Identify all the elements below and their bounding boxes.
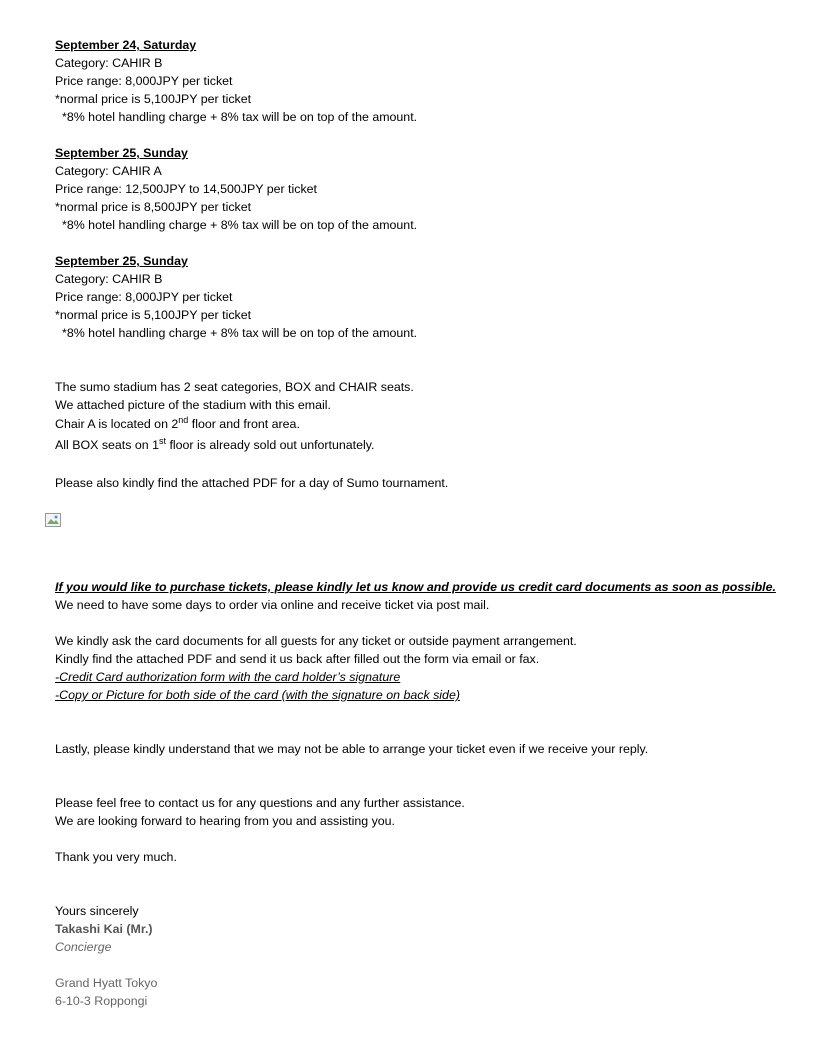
purchase-line: We kindly ask the card documents for all guests for any ticket or outside payment arrangement. bbox=[55, 634, 577, 648]
purchase-line: We need to have some days to order via online and receive ticket via post mail. bbox=[55, 598, 490, 612]
section-note: *8% hotel handling charge + 8% tax will be on top of the amount. bbox=[62, 218, 418, 232]
signature-block bbox=[55, 902, 795, 1010]
closing-line: Lastly, please kindly understand that we may not be able to arrange your ticket even if we receive your reply. bbox=[55, 742, 649, 756]
signer-title: Concierge bbox=[55, 940, 112, 954]
section-category: Category: CAHIR B bbox=[55, 56, 163, 70]
stadium-line: The sumo stadium has 2 seat categories, BOX and CHAIR seats. bbox=[55, 380, 414, 394]
salutation: Yours sincerely bbox=[55, 904, 139, 918]
stadium-line: Chair A is located on 2nd floor and front area. bbox=[55, 415, 300, 431]
email-body bbox=[55, 36, 795, 492]
section-date: September 25, Sunday bbox=[55, 146, 188, 160]
section-normal-price: *normal price is 5,100JPY per ticket bbox=[55, 92, 252, 106]
section-note: *8% hotel handling charge + 8% tax will be on top of the amount. bbox=[62, 110, 418, 124]
purchase-cta: If you would like to purchase tickets, please kindly let us know and provide us credit card documents as soon as possible. bbox=[55, 580, 776, 594]
section-price: Price range: 8,000JPY per ticket bbox=[55, 74, 233, 88]
section-date: September 25, Sunday bbox=[55, 254, 188, 268]
section-note: *8% hotel handling charge + 8% tax will be on top of the amount. bbox=[62, 326, 418, 340]
broken-image-icon bbox=[45, 513, 61, 527]
hotel-address: 6-10-3 Roppongi bbox=[55, 994, 148, 1008]
required-doc-item: -Credit Card authorization form with the card holder’s signature bbox=[55, 670, 401, 684]
section-date: September 24, Saturday bbox=[55, 38, 197, 52]
section-price: Price range: 12,500JPY to 14,500JPY per ticket bbox=[55, 182, 317, 196]
pdf-line: Please also kindly find the attached PDF for a day of Sumo tournament. bbox=[55, 476, 449, 490]
closing-line: We are looking forward to hearing from you and assisting you. bbox=[55, 814, 396, 828]
closing-line: Please feel free to contact us for any questions and any further assistance. bbox=[55, 796, 465, 810]
section-category: Category: CAHIR A bbox=[55, 164, 162, 178]
hotel-name: Grand Hyatt Tokyo bbox=[55, 976, 158, 990]
ticket-section bbox=[55, 144, 795, 234]
section-normal-price: *normal price is 8,500JPY per ticket bbox=[55, 200, 252, 214]
purchase-block bbox=[55, 578, 795, 1010]
ticket-section bbox=[55, 36, 795, 126]
signer-name: Takashi Kai (Mr.) bbox=[55, 922, 153, 936]
purchase-line: Kindly find the attached PDF and send it us back after filled out the form via email or fax. bbox=[55, 652, 540, 666]
stadium-line: All BOX seats on 1st floor is already sold out unfortunately. bbox=[55, 436, 375, 452]
required-doc-item: -Copy or Picture for both side of the card (with the signature on back side) bbox=[55, 688, 460, 702]
section-category: Category: CAHIR B bbox=[55, 272, 163, 286]
stadium-line: We attached picture of the stadium with this email. bbox=[55, 398, 331, 412]
stadium-info bbox=[55, 378, 795, 492]
ticket-section bbox=[55, 252, 795, 342]
section-normal-price: *normal price is 5,100JPY per ticket bbox=[55, 308, 252, 322]
section-price: Price range: 8,000JPY per ticket bbox=[55, 290, 233, 304]
thanks-line: Thank you very much. bbox=[55, 850, 177, 864]
